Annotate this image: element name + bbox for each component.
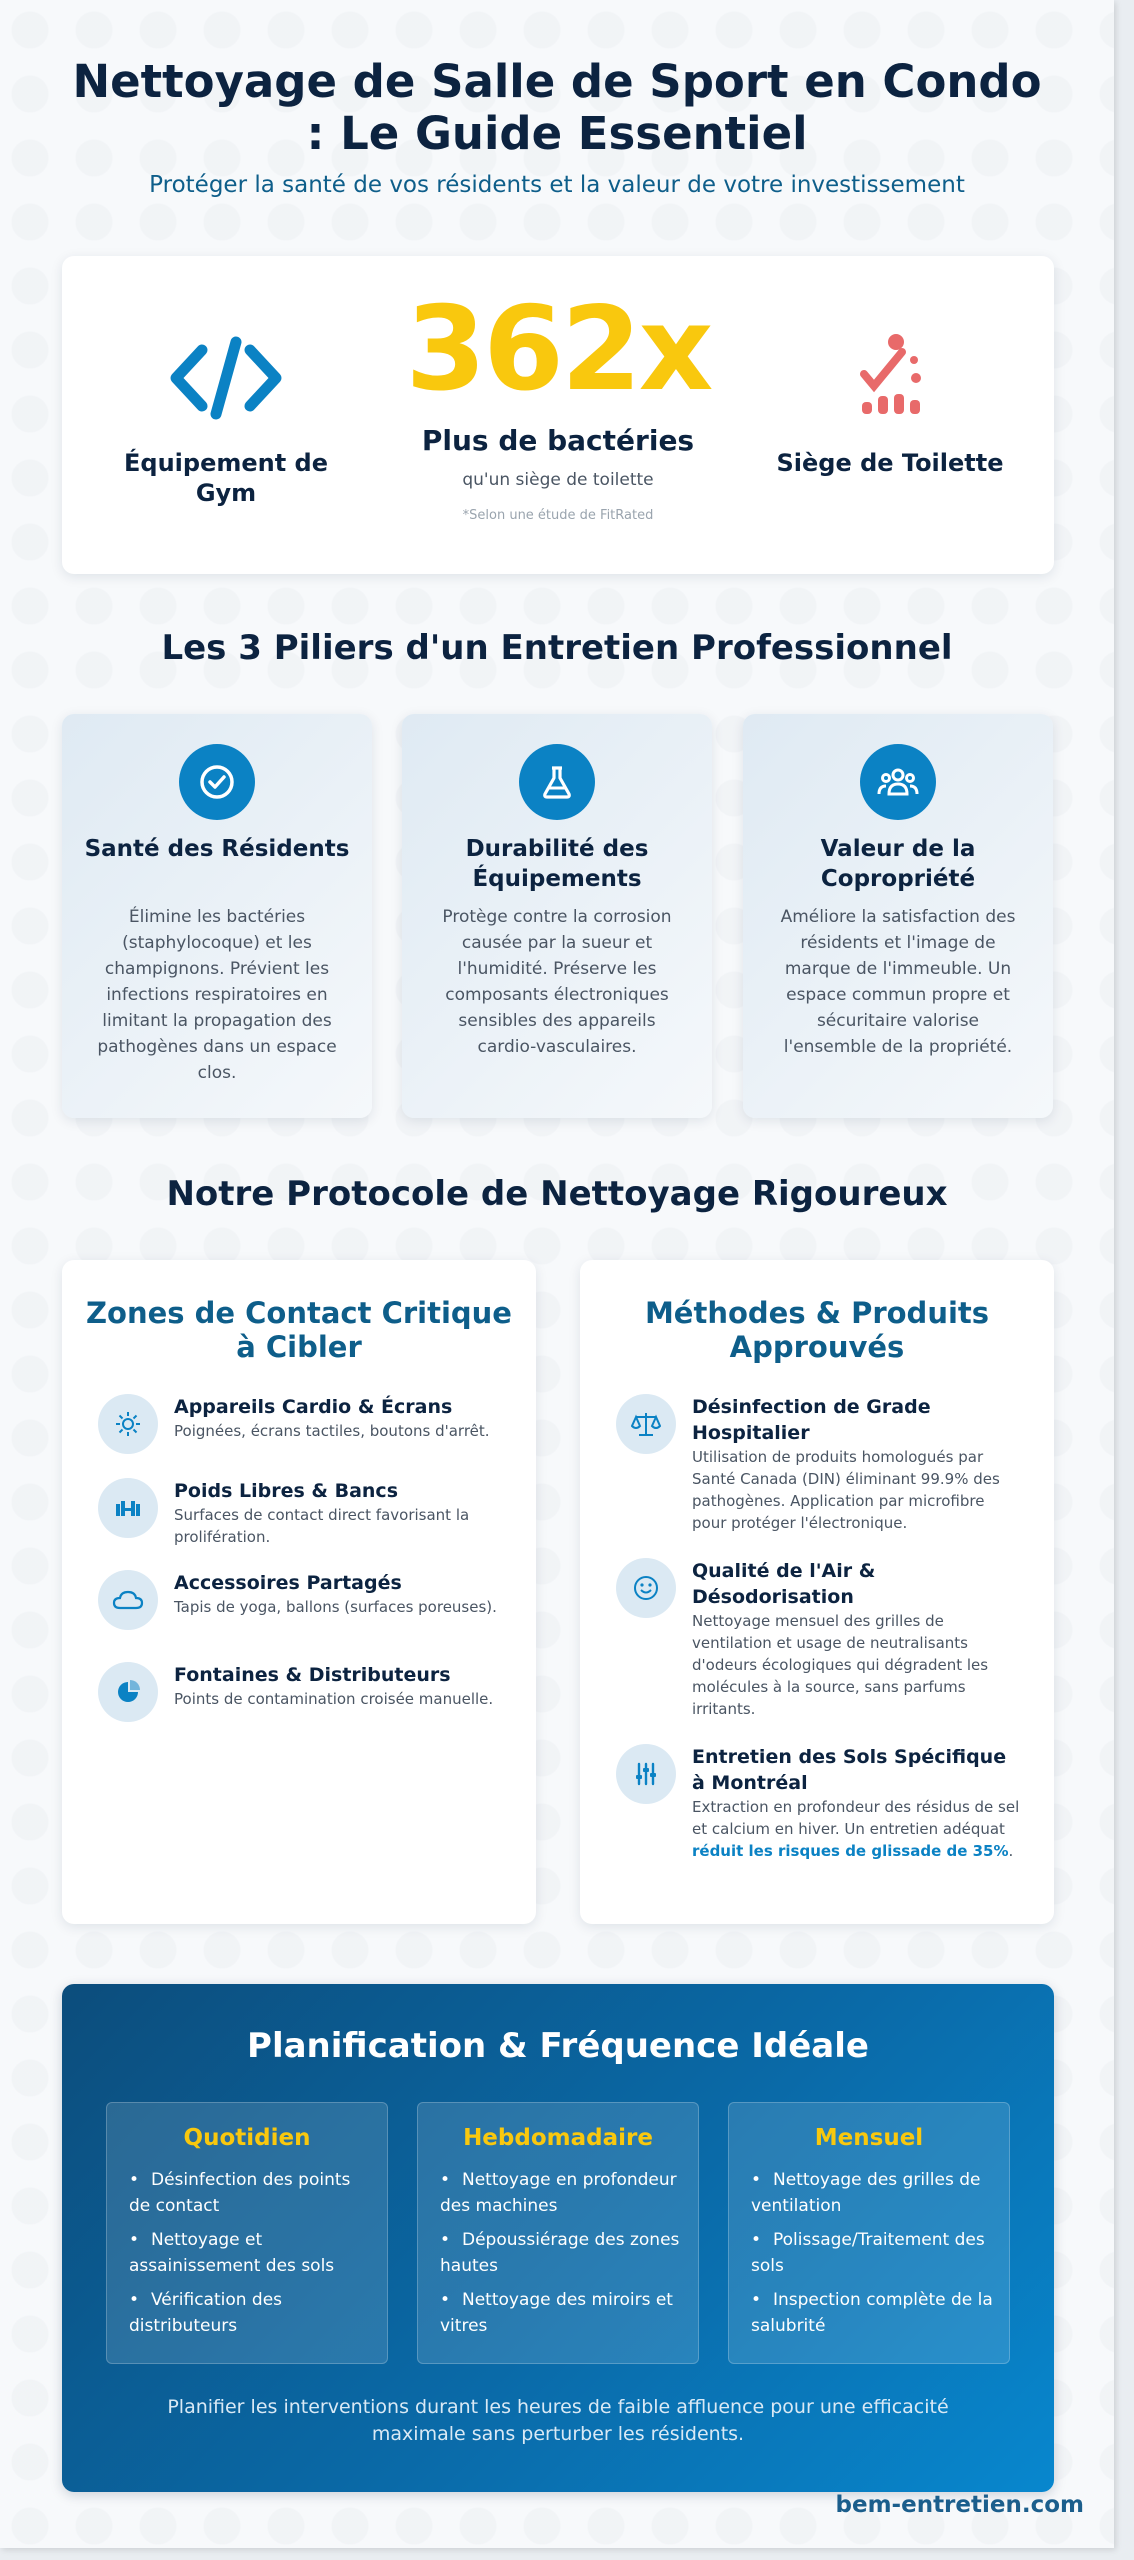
protocol-title: Notre Protocole de Nettoyage Rigoureux <box>166 1174 948 1214</box>
pillar-card-value <box>743 714 1053 1118</box>
methods-card: Méthodes & Produits Approuvés Désinfection de Grade Hospitalier Utilisation de produits homologués par Santé Canada (DIN) éliminant 99.9% des pathogènes. Application par microfibre pour protéger l'électronique. Qualité de l'Air & Désodorisation Nettoyage mensuel des grilles de ventilation et usage de neutralisants d'odeurs écologiques qui dégradent les molécules à la source, sans parfums irritants. Entretien des Sols Spécifique à Montréal Extraction en profondeur des résidus de sel et calcium en hiver. Un entretien adéquat réduit les risques de glissade de 35%. <box>580 1260 1054 1924</box>
planning-section <box>62 1984 1054 2492</box>
big-caption: Plus de bactéries <box>421 424 695 457</box>
freq-title: Hebdomadaire <box>463 2125 653 2151</box>
source-note: *Selon une étude de FitRated <box>462 508 654 523</box>
site-link[interactable]: bem-entretien.com <box>835 2492 1084 2518</box>
zones-title: Zones de Contact Critique à Cibler <box>86 1296 512 1364</box>
big-sub: qu'un siège de toilette <box>462 470 654 490</box>
pillar-title: Santé des Résidents <box>84 836 350 862</box>
freq-card-weekly <box>417 2102 699 2364</box>
smile-icon <box>616 1558 676 1618</box>
pillar-card-durability <box>402 714 712 1118</box>
list-item: • Désinfection des points de contact <box>129 2170 351 2216</box>
pillar-card-health <box>62 714 372 1118</box>
list-item: • Nettoyage et assainissement des sols <box>129 2230 335 2276</box>
floor-desc: Extraction en profondeur des résidus de sel et calcium en hiver. Un entretien adéquat réduit les risques de glissade de 35%. <box>692 1798 1020 1860</box>
freq-title: Mensuel <box>814 2125 924 2151</box>
code-brackets-icon <box>96 328 356 428</box>
stat-right-label: Siège de Toilette <box>776 449 1004 477</box>
list-item: • Dépoussiérage des zones hautes <box>440 2230 680 2276</box>
list-item: • Nettoyage des grilles de ventilation <box>751 2170 981 2216</box>
pillar-text: Améliore la satisfaction des résidents et l'image de marque de l'immeuble. Un espace commun propre et sécuritaire valorise l'ensemble de la propriété. <box>780 907 1016 1057</box>
page-title: Nettoyage de Salle de Sport en Condo : Le Guide Essentiel <box>72 55 1042 160</box>
list-item: • Nettoyage des miroirs et vitres <box>440 2290 673 2336</box>
pillars-title: Les 3 Piliers d'un Entretien Professionnel <box>161 628 953 668</box>
list-item: • Inspection complète de la salubrité <box>751 2290 993 2336</box>
scale-icon <box>616 1394 676 1454</box>
users-icon <box>860 744 936 820</box>
pie-icon <box>98 1662 158 1722</box>
highlight-stat: réduit les risques de glissade de 35% <box>692 1842 1009 1860</box>
methods-title: Méthodes & Produits Approuvés <box>644 1296 990 1364</box>
planning-note: Planifier les interventions durant les heures de faible affluence pour une efficacité maximale sans perturber les résidents. <box>167 2396 949 2445</box>
header <box>0 56 1114 198</box>
pillar-title: Durabilité des Équipements <box>465 836 649 892</box>
flask-icon <box>519 744 595 820</box>
cloud-icon <box>98 1570 158 1630</box>
dotted-check-icon <box>760 328 1020 428</box>
pillar-text: Élimine les bactéries (staphylocoque) et les champignons. Prévient les infections respiratoires en limitant la propagation des pathogènes dans un espace clos. <box>97 907 337 1083</box>
sun-icon <box>98 1394 158 1454</box>
pillar-text: Protège contre la corrosion causée par la sueur et l'humidité. Préserve les composants électroniques sensibles des appareils cardio-vasculaires. <box>442 907 672 1057</box>
pillar-title: Valeur de la Copropriété <box>820 836 976 892</box>
page-subtitle: Protéger la santé de vos résidents et la valeur de votre investissement <box>149 172 965 198</box>
list-item: • Polissage/Traitement des sols <box>751 2230 985 2276</box>
freq-title: Quotidien <box>183 2125 311 2151</box>
list-item: • Vérification des distributeurs <box>129 2290 283 2336</box>
planning-title: Planification & Fréquence Idéale <box>247 2026 869 2066</box>
list-item: • Nettoyage en profondeur des machines <box>440 2170 677 2216</box>
dumbbell-icon <box>98 1478 158 1538</box>
stat-left-label: Équipement de Gym <box>124 449 328 507</box>
check-circle-icon <box>179 744 255 820</box>
sliders-icon <box>616 1744 676 1804</box>
big-number: 362x <box>405 282 711 417</box>
freq-card-monthly <box>728 2102 1010 2364</box>
stats-card <box>62 256 1054 574</box>
zones-card: Zones de Contact Critique à Cibler Appareils Cardio & Écrans Poignées, écrans tactiles, boutons d'arrêt. Poids Libres & Bancs Surfaces de contact direct favorisant la prolifération. Accessoires Partagés Tapis de yoga, ballons (surfaces poreuses). Fontaines & Distributeurs Points de contamination croisée manuelle. <box>62 1260 536 1924</box>
freq-card-daily <box>106 2102 388 2364</box>
